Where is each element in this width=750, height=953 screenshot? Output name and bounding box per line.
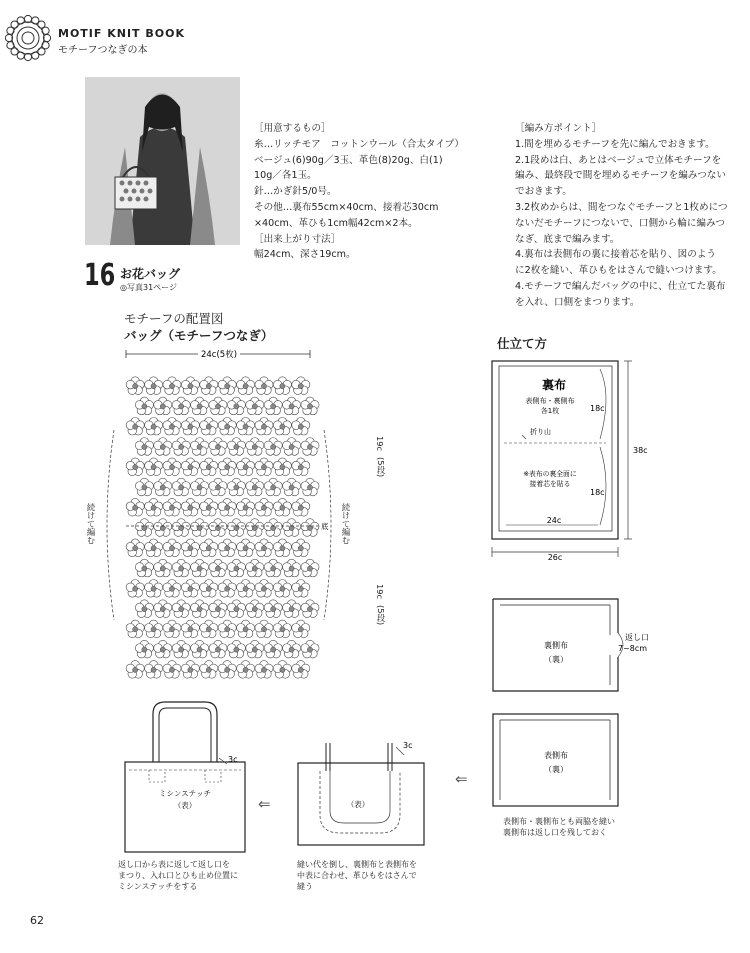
- dim-18-bottom: 18c: [590, 488, 605, 497]
- motif-flower: [246, 559, 264, 577]
- motif-flower: [301, 600, 319, 618]
- motif-flower: [246, 438, 264, 456]
- motif-flower: [292, 539, 310, 557]
- dim-26: 26c: [547, 553, 563, 562]
- finish-line: 幅24cm、深さ19cm。: [254, 249, 356, 261]
- width-label: 24c(5枚): [200, 350, 238, 360]
- opening-label: 返し口: [625, 633, 649, 642]
- motif-flower: [181, 498, 199, 516]
- motif-flower: [227, 438, 245, 456]
- motif-flower: [237, 458, 255, 476]
- materials-line: 針…かぎ針5/0号。: [254, 186, 337, 198]
- motif-flower: [292, 377, 310, 395]
- motif-flower: [200, 661, 218, 679]
- motif-flower: [292, 417, 310, 435]
- motif-flower: [154, 640, 172, 658]
- motif-flower: [191, 438, 209, 456]
- motif-flower: [237, 417, 255, 435]
- motif-flower: [172, 438, 190, 456]
- motif-flower: [135, 478, 153, 496]
- materials-line: 糸…リッチモア コットンウール（合太タイプ）: [254, 138, 464, 150]
- lining-diagram: [488, 355, 658, 565]
- motif-flower: [209, 438, 227, 456]
- left-continue-label: 続けて編む: [86, 503, 96, 545]
- pattern-title: お花バッグ: [120, 267, 181, 281]
- motif-flower: [301, 397, 319, 415]
- motif-flower: [191, 478, 209, 496]
- motif-flower: [227, 478, 245, 496]
- height-label-top: 19c: [375, 436, 385, 452]
- motif-flower: [246, 478, 264, 496]
- motif-flower: [200, 620, 218, 638]
- motif-flower: [273, 498, 291, 516]
- knitting-points: [515, 121, 750, 311]
- model-photo: [85, 77, 240, 245]
- motif-flower: [273, 417, 291, 435]
- motif-flower: [255, 417, 273, 435]
- motif-flower: [227, 397, 245, 415]
- bottom-label: 底: [321, 522, 329, 531]
- motif-flower: [172, 519, 190, 537]
- materials-line: その他…裏布55cm×40cm、接着芯30cm: [254, 201, 439, 213]
- motif-flower: [163, 498, 181, 516]
- motif-flower: [209, 640, 227, 658]
- motif-flower: [135, 640, 153, 658]
- motif-flower: [273, 661, 291, 679]
- height-sub-bottom: (5段): [376, 605, 386, 626]
- motif-flower: [163, 377, 181, 395]
- motif-flower: [255, 661, 273, 679]
- motif-flower: [181, 661, 199, 679]
- motif-flower: [264, 478, 282, 496]
- motif-flower: [255, 620, 273, 638]
- materials-line: 10g／各1玉。: [254, 170, 317, 182]
- motif-flower: [172, 600, 190, 618]
- motif-flower: [273, 580, 291, 598]
- motif-flower: [218, 620, 236, 638]
- motif-flower: [181, 620, 199, 638]
- motif-flower: [181, 417, 199, 435]
- motif-flower: [218, 458, 236, 476]
- lining-sub2: 各1枚: [540, 407, 560, 415]
- points-line: 4.モチーフで編んだバッグの中に、仕立てた裏布: [515, 280, 726, 292]
- motif-flower: [135, 519, 153, 537]
- motif-flower: [292, 458, 310, 476]
- motif-flower: [218, 377, 236, 395]
- caption-mid-2: 中表に合わせ、革ひもをはさんで: [297, 871, 417, 880]
- motif-flower: [264, 559, 282, 577]
- dim-38: 38c: [633, 446, 648, 455]
- points-line: ないだモチーフにつないで、口側から輪に編みつ: [515, 217, 726, 229]
- motif-flower: [246, 519, 264, 537]
- stitch-label: ミシンステッチ: [159, 789, 211, 798]
- motif-flower: [255, 458, 273, 476]
- caption-right-2: 裏側布は返し口を残しておく: [503, 828, 607, 837]
- motif-flower: [218, 539, 236, 557]
- motif-flower: [273, 620, 291, 638]
- right-continue-label: 続けて編む: [341, 503, 351, 545]
- lining-title: 裏布: [541, 378, 567, 392]
- motif-flower: [237, 661, 255, 679]
- page-number: 62: [30, 914, 44, 927]
- points-heading: ［編み方ポイント］: [515, 123, 602, 134]
- motif-flower: [145, 620, 163, 638]
- points-line: でおきます。: [515, 186, 572, 198]
- motif-flower: [246, 640, 264, 658]
- back-label: 裏側布: [544, 641, 568, 650]
- motif-flower: [301, 519, 319, 537]
- motif-flower: [154, 438, 172, 456]
- motif-flower: [172, 559, 190, 577]
- fold-label: 折り山: [530, 428, 551, 436]
- motif-flower: [181, 580, 199, 598]
- motif-flower: [301, 438, 319, 456]
- left-dim: 3c: [228, 755, 238, 764]
- motif-flower: [126, 661, 144, 679]
- motif-flower: [154, 559, 172, 577]
- assembly-title: 仕立て方: [497, 336, 548, 351]
- book-subtitle: モチーフつなぎの本: [58, 45, 148, 56]
- motif-flower: [126, 620, 144, 638]
- points-line: なぎ、底まで編みます。: [515, 233, 620, 245]
- pattern-number: 16: [84, 258, 116, 293]
- motif-flower: [135, 438, 153, 456]
- caption-right-1: 表側布・裏側布とも両脇を縫い: [503, 817, 615, 826]
- motif-flower: [273, 377, 291, 395]
- motif-flower: [172, 478, 190, 496]
- motif-flower: [135, 600, 153, 618]
- motif-flower: [154, 600, 172, 618]
- finished-sub: （表）: [173, 801, 197, 810]
- lining-sub1: 表側布・裏側布: [525, 397, 575, 405]
- motif-flower: [218, 580, 236, 598]
- motif-flower: [264, 397, 282, 415]
- finished-bag-diagram: [115, 690, 255, 860]
- motif-flower: [163, 458, 181, 476]
- photo-reference: ◎写真31ページ: [120, 283, 177, 292]
- motif-flower: [181, 458, 199, 476]
- motif-flower: [126, 417, 144, 435]
- motif-flower: [301, 640, 319, 658]
- motif-flower: [283, 397, 301, 415]
- height-label-bottom: 19c: [375, 584, 385, 600]
- motif-flower: [154, 519, 172, 537]
- motif-flower: [191, 559, 209, 577]
- materials-heading: ［用意するもの］: [254, 123, 331, 134]
- finish-heading: ［出来上がり寸法］: [254, 233, 341, 245]
- materials-block: [254, 121, 494, 263]
- motif-flower: [255, 580, 273, 598]
- motif-flower: [135, 397, 153, 415]
- caption-left-3: ミシンステッチをする: [118, 882, 198, 891]
- motif-flower: [200, 498, 218, 516]
- book-title: MOTIF KNIT BOOK: [58, 27, 186, 40]
- motif-flower: [264, 438, 282, 456]
- motif-flower: [200, 458, 218, 476]
- back-panel-diagram: [488, 595, 668, 695]
- motif-flower: [191, 519, 209, 537]
- motif-flower: [172, 640, 190, 658]
- lining-note2: 接着芯を貼る: [529, 480, 571, 488]
- motif-flower: [145, 377, 163, 395]
- motif-flower: [126, 377, 144, 395]
- motif-flower: [292, 580, 310, 598]
- motif-flower: [126, 458, 144, 476]
- motif-flower: [209, 559, 227, 577]
- motif-flower: [135, 559, 153, 577]
- motif-flower: [255, 498, 273, 516]
- motif-flower: [126, 580, 144, 598]
- motif-flower: [283, 478, 301, 496]
- motif-flower: [246, 600, 264, 618]
- motif-flower: [273, 458, 291, 476]
- sewn-bag-diagram: [290, 735, 440, 855]
- motif-flower: [191, 600, 209, 618]
- arrow-left-icon-2: ⇐: [258, 795, 271, 813]
- caption-mid-3: 縫う: [297, 882, 313, 891]
- motif-flower: [264, 600, 282, 618]
- motif-flower: [145, 458, 163, 476]
- height-sub-top: (5段): [376, 457, 386, 478]
- motif-flower: [227, 559, 245, 577]
- motif-flower: [227, 600, 245, 618]
- motif-flower: [145, 539, 163, 557]
- opening-dim: 7~8cm: [618, 644, 648, 653]
- motif-flower: [255, 377, 273, 395]
- motif-flower: [191, 397, 209, 415]
- arrow-left-icon-1: ⇐: [455, 770, 468, 788]
- motif-flower: [292, 620, 310, 638]
- caption-mid-1: 縫い代を倒し、裏側布と表側布を: [297, 860, 417, 869]
- motif-flower: [209, 519, 227, 537]
- motif-flower: [237, 377, 255, 395]
- motif-flower: [145, 580, 163, 598]
- motif-flower: [163, 417, 181, 435]
- points-line: 3.2枚めからは、間をつなぐモチーフと1枚めにつ: [515, 201, 728, 213]
- motif-flower: [163, 620, 181, 638]
- points-line: 2.1段めは白、あとはベージュで立体モチーフを: [515, 154, 722, 166]
- mid-label: （表）: [346, 800, 370, 809]
- motif-flower: [283, 640, 301, 658]
- motif-flower: [154, 478, 172, 496]
- motif-flower: [163, 539, 181, 557]
- front-label: 表側布: [544, 751, 568, 760]
- motif-layout-diagram: [70, 340, 370, 685]
- motif-flower: [200, 539, 218, 557]
- motif-flower: [181, 377, 199, 395]
- motif-flower: [126, 498, 144, 516]
- points-line: 1.間を埋めるモチーフを先に編んでおきます。: [515, 138, 715, 150]
- front-sub: （裏）: [544, 765, 568, 774]
- motif-flower: [145, 661, 163, 679]
- motif-flower: [301, 559, 319, 577]
- points-line: 4.裏布は表側布の裏に接着芯を貼り、図のよう: [515, 249, 717, 261]
- motif-flower: [227, 519, 245, 537]
- motif-flower: [218, 498, 236, 516]
- motif-flower: [154, 397, 172, 415]
- dim-24: 24c: [546, 516, 562, 525]
- front-panel-diagram: [488, 710, 628, 810]
- caption-left-2: まつり、入れ口とひも止め位置に: [118, 871, 238, 880]
- motif-flower: [292, 498, 310, 516]
- motif-flower: [200, 377, 218, 395]
- motif-flower: [218, 661, 236, 679]
- motif-flower: [283, 519, 301, 537]
- motif-flower: [172, 397, 190, 415]
- materials-line: ベージュ(6)90g／3玉、革色(8)20g、白(1): [254, 154, 443, 166]
- caption-left-1: 返し口から表に返して返し口を: [118, 860, 230, 869]
- motif-flower: [163, 661, 181, 679]
- motif-flower: [237, 580, 255, 598]
- motif-flower: [283, 438, 301, 456]
- motif-flower: [209, 397, 227, 415]
- motif-flower: [283, 559, 301, 577]
- motif-flower: [218, 417, 236, 435]
- motif-flower: [292, 661, 310, 679]
- diagram-title: モチーフの配置図: [124, 311, 224, 326]
- motif-flower: [264, 640, 282, 658]
- motif-flower: [209, 478, 227, 496]
- lining-note1: ※表布の裏全面に: [523, 470, 577, 478]
- materials-line: ×40cm、革ひも1cm幅42cm×2本。: [254, 217, 418, 229]
- diagram-subtitle: バッグ（モチーフつなぎ）: [124, 328, 274, 343]
- motif-flower: [255, 539, 273, 557]
- motif-flower: [163, 580, 181, 598]
- motif-flower: [227, 640, 245, 658]
- motif-flower: [145, 498, 163, 516]
- motif-flower: [181, 539, 199, 557]
- motif-flower: [273, 539, 291, 557]
- motif-flower: [209, 600, 227, 618]
- points-line: に2枚を縫い、革ひもをはさんで縫いつけます。: [515, 265, 722, 277]
- points-line: を入れ、口側をまつります。: [515, 296, 640, 308]
- points-line: 編み、最終段で間を埋めるモチーフを編みつない: [515, 170, 726, 182]
- motif-flower: [237, 498, 255, 516]
- motif-flower: [237, 620, 255, 638]
- motif-flower: [200, 417, 218, 435]
- motif-flower: [191, 640, 209, 658]
- motif-flower: [200, 580, 218, 598]
- motif-flower: [301, 478, 319, 496]
- motif-logo-icon: [4, 14, 52, 62]
- motif-flower: [264, 519, 282, 537]
- motif-flower: [246, 397, 264, 415]
- motif-flower: [126, 539, 144, 557]
- back-sub: （裏）: [544, 655, 568, 664]
- dim-18-top: 18c: [590, 404, 605, 413]
- motif-flower: [237, 539, 255, 557]
- mid-dim: 3c: [403, 741, 413, 750]
- motif-flower: [283, 600, 301, 618]
- motif-flower: [145, 417, 163, 435]
